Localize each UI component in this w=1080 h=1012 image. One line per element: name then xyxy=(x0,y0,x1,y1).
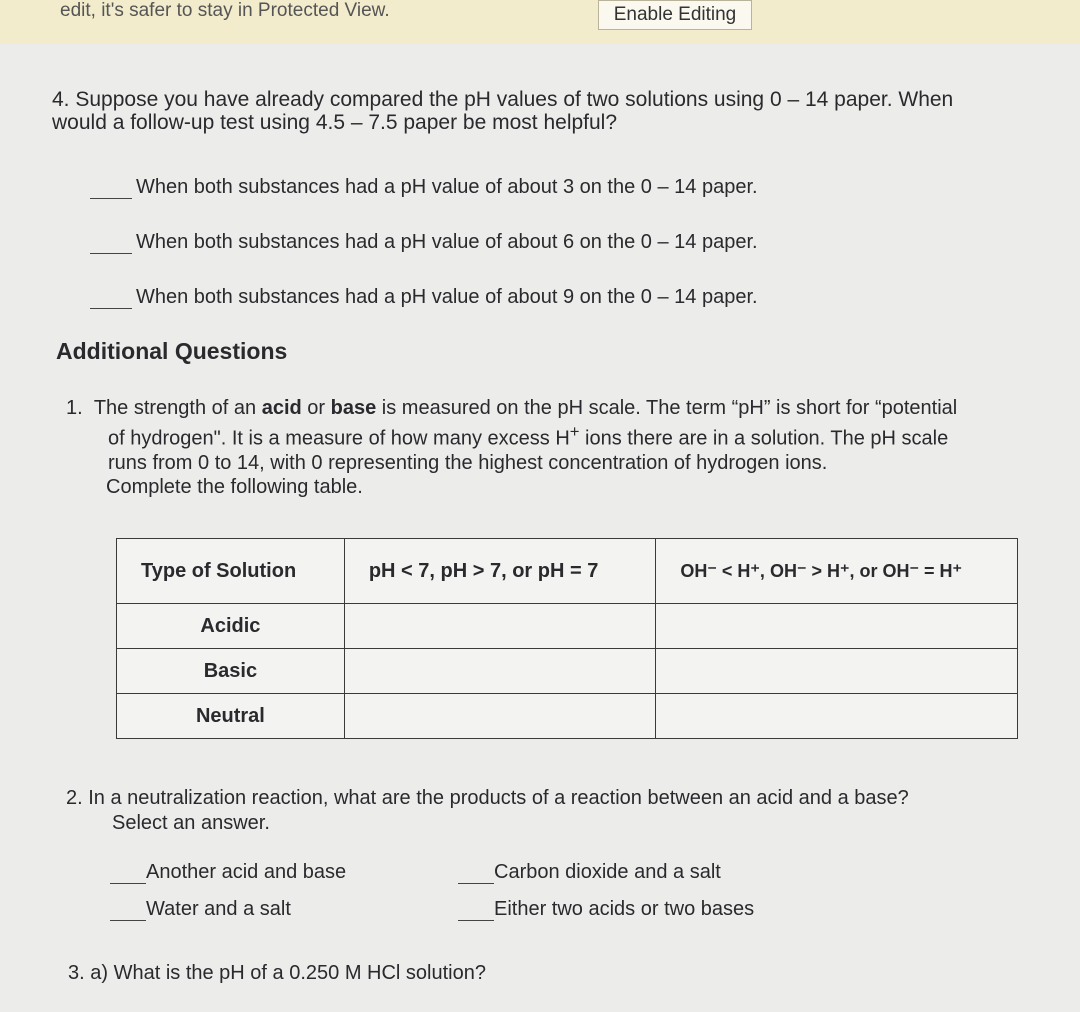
q1-text: The strength of an xyxy=(93,397,262,419)
banner-message: edit, it's safer to stay in Protected View. xyxy=(60,0,390,21)
answer-blank[interactable] xyxy=(458,873,494,884)
row-label: Neutral xyxy=(117,694,345,739)
q2-option-2[interactable] xyxy=(458,861,721,884)
answer-blank[interactable] xyxy=(90,243,132,254)
table-header: OH⁻ < H⁺, OH⁻ > H⁺, or OH⁻ = H⁺ xyxy=(656,539,1018,604)
answer-blank[interactable] xyxy=(90,188,132,199)
table-row xyxy=(117,694,1018,739)
q2-option-1[interactable] xyxy=(110,861,346,884)
table-header: pH < 7, pH > 7, or pH = 7 xyxy=(344,539,656,604)
table-row xyxy=(117,649,1018,694)
row-label: Basic xyxy=(117,649,345,694)
answer-blank[interactable] xyxy=(110,873,146,884)
q2-option-label: Another acid and base xyxy=(146,861,347,883)
question-4 xyxy=(52,88,953,134)
question-1-number: 1. xyxy=(66,397,83,419)
q1-text: of hydrogen". It is a measure of how many excess H xyxy=(108,427,570,450)
enable-editing-button[interactable]: Enable Editing xyxy=(598,0,752,30)
document-page xyxy=(0,44,1080,1012)
question-4-line2: would a follow-up test using 4.5 – 7.5 paper be most helpful? xyxy=(52,111,618,134)
q2-option-3[interactable] xyxy=(110,898,291,921)
row-label: Acidic xyxy=(117,604,345,649)
q4-option-1-label: When both substances had a pH value of about 3 on the 0 – 14 paper. xyxy=(136,176,758,198)
q4-option-3[interactable] xyxy=(90,286,758,309)
question-1 xyxy=(66,396,957,499)
ph-table xyxy=(116,538,1018,739)
q2-option-4[interactable] xyxy=(458,898,754,921)
answer-blank[interactable] xyxy=(110,910,146,921)
question-2 xyxy=(66,786,909,836)
q1-acid-bold: acid xyxy=(261,397,302,419)
q1-text: ions there are in a solution. The pH scale xyxy=(579,427,949,450)
table-cell-empty[interactable] xyxy=(656,694,1018,739)
table-header: Type of Solution xyxy=(117,539,345,604)
table-cell-empty[interactable] xyxy=(344,694,656,739)
q2-option-label: Water and a salt xyxy=(146,898,291,920)
question-1-line2 xyxy=(66,420,957,451)
table-cell-empty[interactable] xyxy=(344,649,656,694)
table-cell-empty[interactable] xyxy=(656,604,1018,649)
q2-option-label: Either two acids or two bases xyxy=(494,898,755,920)
q2-option-label: Carbon dioxide and a salt xyxy=(494,861,721,883)
table-row xyxy=(117,604,1018,649)
q1-text: or xyxy=(301,397,331,419)
question-1-line3: runs from 0 to 14, with 0 representing the highest concentration of hydrogen ions. xyxy=(108,451,828,474)
section-heading: Additional Questions xyxy=(56,338,288,364)
protected-view-banner xyxy=(0,0,1080,45)
q4-option-2-label: When both substances had a pH value of about 6 on the 0 – 14 paper. xyxy=(136,231,758,253)
question-1-line1 xyxy=(66,396,957,420)
question-3: 3. a) What is the pH of a 0.250 M HCl solution? xyxy=(68,962,486,984)
answer-blank[interactable] xyxy=(90,298,132,309)
table-cell-empty[interactable] xyxy=(656,649,1018,694)
question-1-line4: Complete the following table. xyxy=(106,475,363,498)
q1-text: is measured on the pH scale. The term “pH” is short for “potential xyxy=(376,397,958,419)
q1-base-bold: base xyxy=(330,397,377,419)
question-4-line1: 4. Suppose you have already compared the pH values of two solutions using 0 – 14 paper. When xyxy=(52,88,954,111)
question-2-line2: Select an answer. xyxy=(112,812,270,834)
q1-superscript: + xyxy=(569,422,580,441)
q4-option-2[interactable] xyxy=(90,231,758,254)
table-header-row xyxy=(117,539,1018,604)
answer-blank[interactable] xyxy=(458,910,494,921)
table-cell-empty[interactable] xyxy=(344,604,656,649)
question-2-line1: 2. In a neutralization reaction, what are the products of a reaction between an acid and a base? xyxy=(66,787,909,809)
q4-option-1[interactable] xyxy=(90,176,758,199)
q4-option-3-label: When both substances had a pH value of about 9 on the 0 – 14 paper. xyxy=(136,286,758,308)
